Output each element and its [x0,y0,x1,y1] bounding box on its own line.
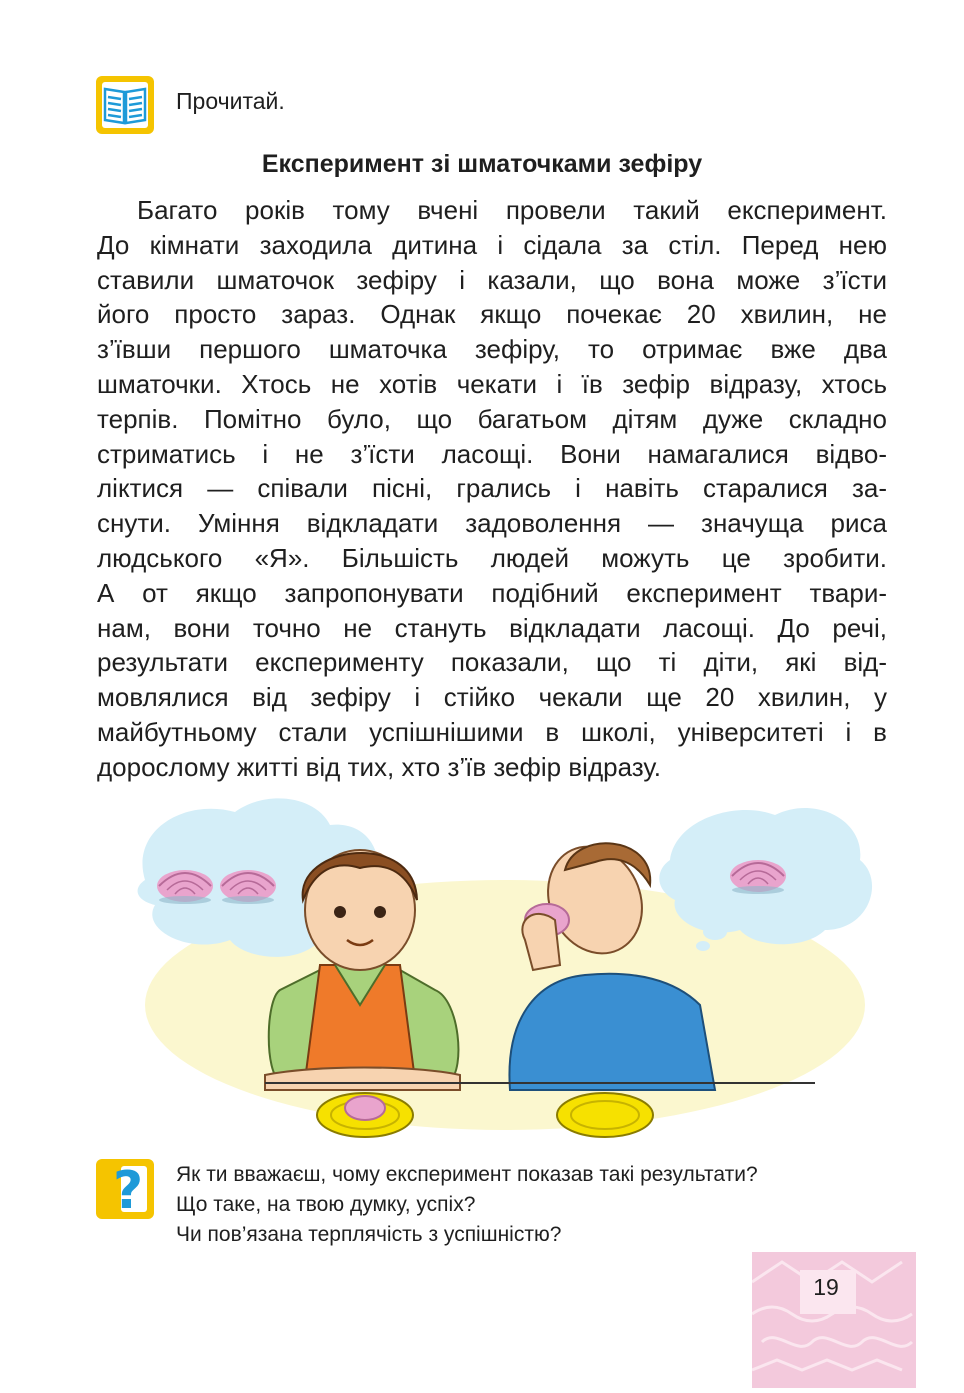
svg-text:?: ? [113,1161,144,1220]
paragraph-line: терпів. Помітно було, що багатьом дітям дуже складно [97,403,887,434]
paragraph-line: ліктися — співали пісні, грались і навіть старалися за- [97,473,887,504]
decorative-pattern [752,1252,916,1388]
instruction-text: Прочитай. [176,88,285,114]
paragraph-line: з’ївши першого шматочка зефіру, то отримає вже два [97,334,887,365]
plate-with-marshmallow [317,1093,413,1137]
marshmallow-icon [157,870,213,904]
paragraph-line: його просто зараз. Однак якщо почекає 20 хвилин, не [97,299,887,330]
paragraph-line: А от якщо запропонувати подібний експеримент твари- [97,577,887,608]
marshmallow-icon [730,860,786,894]
question-list [176,1160,758,1250]
illustration [115,790,875,1145]
paragraph-line: майбутньому стали успішнішими в школі, університеті і в [97,716,887,747]
question-item: Як ти вважаєш, чому експеримент показав такі результати? [176,1163,758,1186]
paragraph-line: мовлялися від зефіру і стійко чекали ще 20 хвилин, у [97,682,887,713]
paragraph-line: шматочки. Хтось не хотів чекати і їв зефір відразу, хтось [97,368,887,399]
paragraph-line: людського «Я». Більшість людей можуть це зробити. [97,542,887,573]
paragraph-line: Багато років тому вчені провели такий експеримент. [137,195,887,225]
open-book-icon [95,75,155,135]
question-mark-icon [95,1158,155,1220]
paragraph-line: нам, вони точно не стануть відкладати ласощі. До речі, [97,612,887,643]
paragraph-line: снути. Уміння відкладати задоволення — значуща риса [97,508,887,539]
paragraph-line: стриматись і не з’їсти ласощі. Вони намагалися відво- [97,438,887,469]
page-number: 19 [813,1274,839,1300]
paragraph-line: дорослому житті від тих, хто з’їв зефір відразу. [97,751,662,782]
story-paragraph [97,193,887,785]
page-title: Експеримент зі шматочками зефіру [261,150,703,178]
marshmallow-icon [220,870,276,904]
empty-plate [557,1093,653,1137]
paragraph-line: ставили шматочок зефіру і казали, що вона може з’їсти [97,264,887,295]
question-item: Чи пов’язана терплячість з успішністю? [176,1223,562,1246]
paragraph-line: результати експерименту показали, що ті діти, які від- [97,647,887,678]
paragraph-line: До кімнати заходила дитина і сідала за стіл. Перед нею [97,229,887,260]
question-item: Що таке, на твою думку, успіх? [176,1193,476,1216]
